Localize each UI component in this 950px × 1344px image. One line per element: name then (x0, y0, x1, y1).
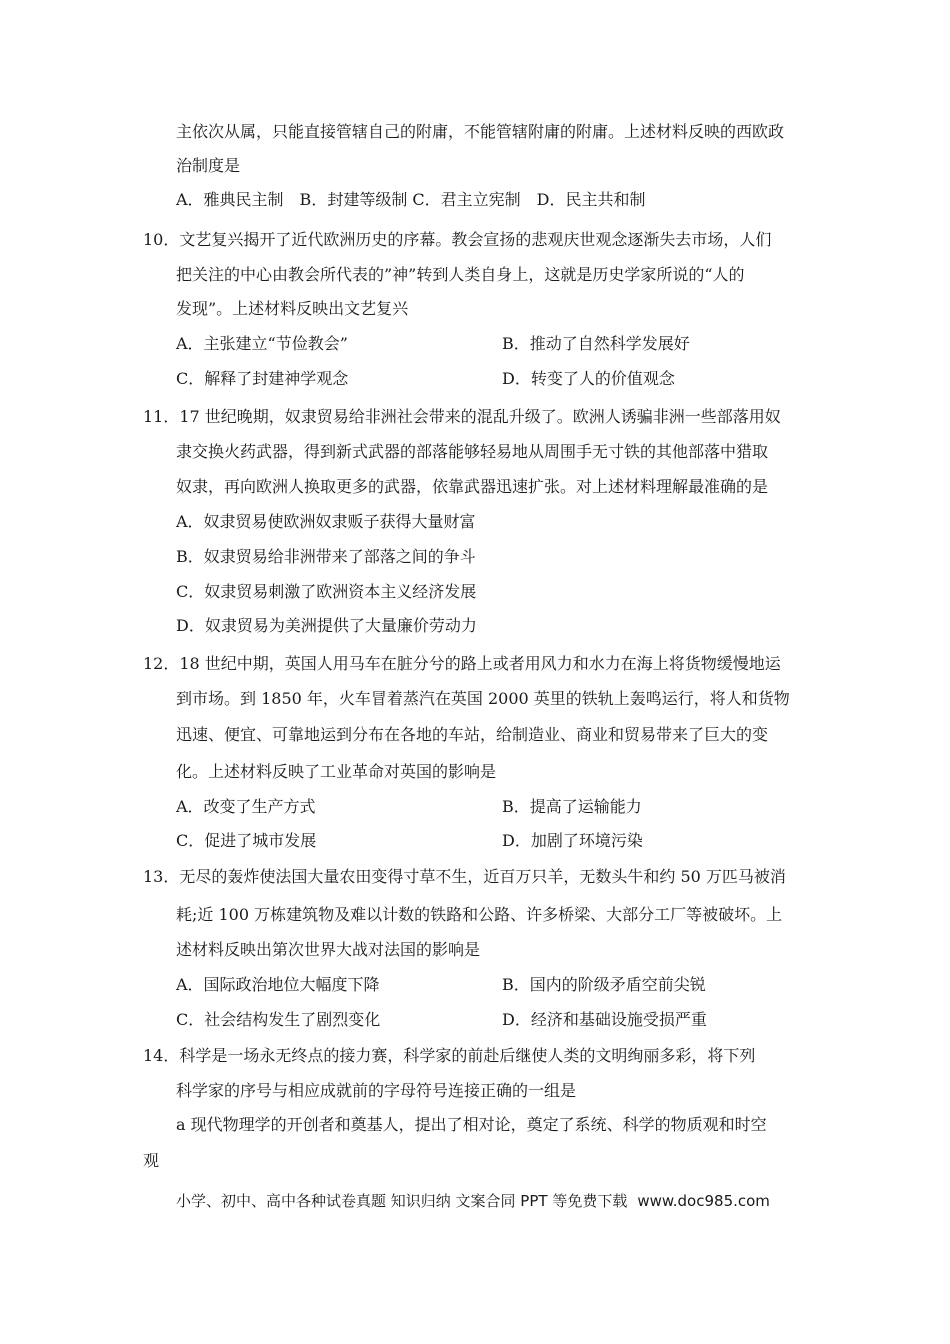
q10-option-b: B．推动了自然科学发展好 (502, 334, 690, 353)
q9-text-line-1: 主依次从属，只能直接管辖自己的附庸，不能管辖附庸的附庸。上述材料反映的西欧政 (176, 122, 785, 141)
q14-stem-line-2: 科学家的序号与相应成就前的字母符号连接正确的一组是 (176, 1081, 577, 1100)
q11-stem-line-1: 11．17 世纪晚期，奴隶贸易给非洲社会带来的混乱升级了。欧洲人诱骗非洲一些部落用奴 (143, 407, 781, 426)
q11-option-a: A．奴隶贸易使欧洲奴隶贩子获得大量财富 (176, 512, 476, 531)
q12-stem-line-4: 化。上述材料反映了工业革命对英国的影响是 (176, 762, 497, 781)
q10-stem-line-1: 10．文艺复兴揭开了近代欧洲历史的序幕。教会宣扬的悲观庆世观念逐渐失去市场，人们 (143, 230, 772, 249)
q12-option-d: D．加剧了环境污染 (502, 831, 643, 850)
q12-option-a: A．改变了生产方式 (176, 797, 316, 816)
q13-option-a: A．国际政治地位大幅度下降 (176, 975, 380, 994)
q11-option-c: C．奴隶贸易刺激了欧洲资本主义经济发展 (176, 582, 477, 601)
q10-option-c: C．解释了封建神学观念 (176, 369, 349, 388)
q14-stem-line-1: 14．科学是一场永无终点的接力赛，科学家的前赴后继使人类的文明绚丽多彩，将下列 (143, 1046, 756, 1065)
q9-text-line-2: 治制度是 (176, 156, 241, 175)
q13-stem-line-3: 述材料反映出第次世界大战对法国的影响是 (176, 940, 481, 959)
footer-text: 小学、初中、高中各种试卷真题 知识归纳 文案合同 PPT 等免费下载 (176, 1192, 628, 1210)
q11-option-d: D．奴隶贸易为美洲提供了大量廉价劳动力 (176, 616, 477, 635)
q12-option-b: B．提高了运输能力 (502, 797, 642, 816)
q13-option-d: D．经济和基础设施受损严重 (502, 1010, 707, 1029)
q13-stem-line-1: 13．无尽的轰炸使法国大量农田变得寸草不生，近百万只羊，无数头牛和约 50 万匹马被消 (143, 867, 786, 886)
q12-stem-line-3: 迅速、便宜、可靠地运到分布在各地的车站，给制造业、商业和贸易带来了巨大的变 (176, 725, 769, 744)
q12-option-c: C．促进了城市发展 (176, 831, 317, 850)
q14-item-a-line-1: a 现代物理学的开创者和奠基人，提出了相对论，奠定了系统、科学的物质观和时空 (176, 1115, 767, 1134)
q13-option-c: C．社会结构发生了剧烈变化 (176, 1010, 381, 1029)
q11-option-b: B．奴隶贸易给非洲带来了部落之间的争斗 (176, 547, 476, 566)
q11-stem-line-2: 隶交换火药武器，得到新式武器的部落能够轻易地从周围手无寸铁的其他部落中猎取 (176, 442, 769, 461)
q13-option-b: B．国内的阶级矛盾空前尖锐 (502, 975, 706, 994)
q9-options: A．雅典民主制 B．封建等级制 C．君主立宪制 D．民主共和制 (176, 190, 646, 209)
q10-stem-line-2: 把关注的中心由教会所代表的”神”转到人类自身上，这就是历史学家所说的“人的 (176, 265, 745, 284)
q12-stem-line-2: 到市场。到 1850 年，火车冒着蒸汽在英国 2000 英里的铁轨上轰鸣运行，将人和货物 (176, 689, 790, 708)
q10-option-d: D．转变了人的价值观念 (502, 369, 675, 388)
footer-url[interactable]: www.doc985.com (637, 1192, 770, 1210)
q14-item-a-line-2: 观 (143, 1151, 160, 1170)
q10-stem-line-3: 发现”。上述材料反映出文艺复兴 (176, 299, 409, 318)
q10-option-a: A．主张建立“节俭教会” (176, 334, 348, 353)
q11-stem-line-3: 奴隶，再向欧洲人换取更多的武器，依靠武器迅速扩张。对上述材料理解最准确的是 (176, 477, 769, 496)
q12-stem-line-1: 12．18 世纪中期，英国人用马车在脏分兮的路上或者用风力和水力在海上将货物缓慢地运 (143, 654, 781, 673)
q13-stem-line-2: 耗;近 100 万栋建筑物及难以计数的铁路和公路、许多桥梁、大部分工厂等被破坏。上 (176, 905, 783, 924)
page-footer (176, 1190, 770, 1211)
